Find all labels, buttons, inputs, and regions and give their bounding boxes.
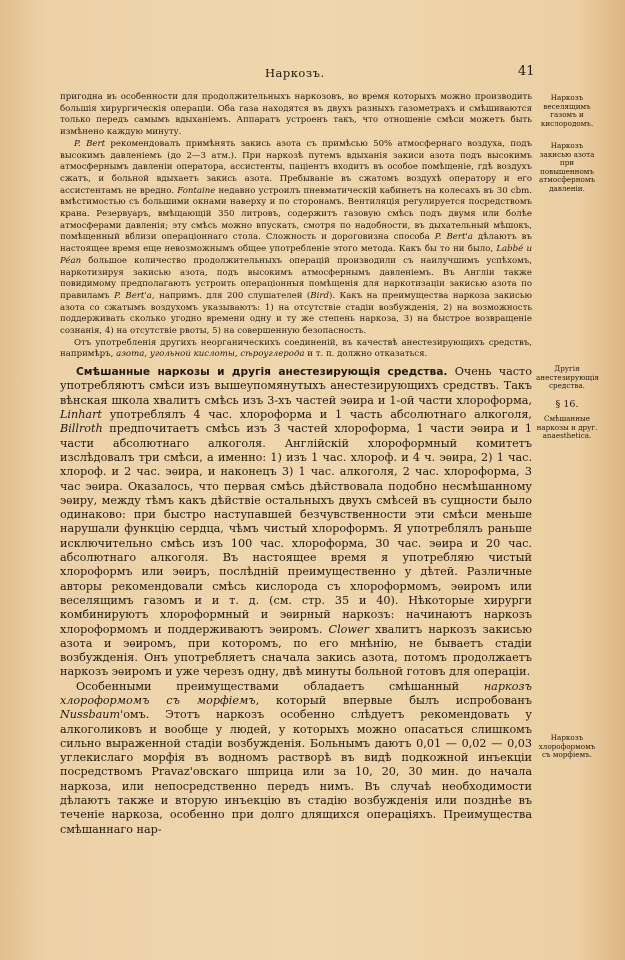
running-title: Наркозъ. [265,66,325,80]
large-print-block [60,365,532,837]
page-header [0,66,625,86]
section-heading: Смѣшанные наркозы и другія анестезирующія средства. [76,366,448,379]
page-number: 41 [518,64,535,79]
author-name: P. Bert'а [434,232,473,243]
author-name: Clower [328,622,369,636]
author-name: Nussbaum [60,708,121,722]
author-name: Linhart [60,408,102,422]
paragraph: пригодна въ особенности для продолжительныхъ наркозовъ, во время которыхъ можно производить большія хирургическія операціи. Оба газа находятся въ двухъ разныхъ газометрахъ и смѣшиваются только передъ самымъ вдыханіемъ. Аппаратъ устроенъ такъ, что отношеніе смѣси можетъ быть измѣнено каждую минуту. [60,92,532,138]
paragraph: P. Bert рекомендовалъ примѣнять закись азота съ примѣсью 50% атмосфернаго воздуха, подъ высокимъ давленіемъ (до 2—3 атм.). При наркозѣ путемъ вдыханія закиси азота подъ высокимъ атмосфернымъ давленіи оператора, ассистенты, паціентъ входитъ въ особое помѣщеніе, гдѣ воздухъ сжатъ, и больной вдыхаетъ закись азота. Пребываніе въ сжатомъ воздухѣ оператору и его ассистентамъ не вредно. Fontaine недавно устроилъ пневматическій кабинетъ на колесахъ въ 30 cbm. вмѣстимостью съ большими окнами наверху и по сторонамъ. Вентиляція регулируется посредствомъ крана. Резервуаръ, вмѣщающій 350 литровъ, содержитъ газовую смѣсь подъ двумя или болѣе атмосферами давленія; эту смѣсь можно впускать, смотря по надобности, въ дыхательный мѣшокъ, помѣщенный вблизи операціоннаго стола. Сложность и дороговизна способа P. Bert'а дѣлаютъ въ настоящее время еще невозможнымъ общее употребленіе этого метода. Какъ бы то ни было, Labbé и Péan большое количество продолжительныхъ операцій производили съ наилучшимъ успѣхомъ, наркотизируя закисью азота, подъ высокимъ атмосфернымъ давленіемъ. Въ Англіи также повидимому предполагаютъ устроить операціонныя помѣщенія для наркотизаціи закисью азота по правиламъ P. Bert'а, напримъ. для 200 слушателей (Bird). Какъ на преимущества наркоза закисью азота со сжатымъ воздухомъ указываютъ: 1) на отсутствіе стадіи возбужденія, 2) на возможность поддерживать сколько угодно времени одну и ту же степень наркоза, 3) на быстрое возвращеніе сознанія, 4) на отсутствіе рвоты, 5) на совершенную безопасность. [60,138,533,337]
author-name: P. Bert [74,138,106,149]
main-text [60,92,532,837]
italic-phrase: наркозъ хлороформомъ съ морфіемъ [60,679,532,707]
margin-note: Наркозъ закисью азота при повышенномъ атмосферномъ давленіи. [539,141,595,193]
margin-note: Наркозъ веселящимъ газомъ и кислородомъ. [540,93,594,128]
paragraph: Отъ употребленія другихъ неорганическихъ соединеній, въ качествѣ анестезирующихъ средствъ, напримѣръ, азота, угольной кислоты, сѣроуглерода и т. п. должно отказаться. [60,337,532,360]
paragraph: Особенными преимуществами обладаетъ смѣшанный наркозъ хлороформомъ съ морфіемъ, который впервые былъ испробованъ Nussbaum'омъ. Этотъ наркозъ особенно слѣдуетъ рекомендовать у алкоголиковъ и вообще у людей, у которыхъ можно опасаться слишкомъ сильно выраженной стадіи возбужденія. Больнымъ даютъ 0,01 — 0,02 — 0,03 углекислаго морфія въ водномъ растворѣ въ видѣ подкожной инъекціи посредствомъ Pravaz'овскаго шприца или за 10, 20, 30 мин. до начала наркоза, или непосредственно передъ нимъ. Въ случаѣ необходимости дѣлаютъ также и вторую инъекцію въ стадію возбужденія или позднѣе въ теченіе наркоза, особенно при долго длящихся операціяхъ. Преимущества смѣшаннаго нар- [60,679,532,836]
italic-phrase: азота, угольной кислоты, сѣроуглерода [116,349,305,360]
paragraph: Смѣшанные наркозы и другія анестезирующія средства. Очень часто употребляютъ смѣси изъ вышеупомянутыхъ анестезирующихъ средствъ. Такъ вѣнская школа хвалитъ смѣсь изъ 3-хъ частей эѳира и 1-ой части хлороформа, Linhart употреблялъ 4 час. хлороформа и 1 часть абсолютнаго алкоголя, Billroth предпочитаетъ смѣсь изъ 3 частей хлороформа, 1 части эѳира и 1 части абсолютнаго алкоголя. Англійскій хлороформный комитетъ изслѣдовалъ три смѣси, а именно: 1) изъ 1 час. хлороф. и 4 ч. эѳира, 2) 1 час. хлороф. и 2 час. эѳира, и наконецъ 3) 1 час. алкоголя, 2 час. хлороформа, 3 час эѳира. Оказалось, что первая смѣсь дѣйствовала подобно несмѣшанному эѳиру, между тѣмъ какъ дѣйствіе остальныхъ двухъ смѣсей въ сущности было одинаково: при быстро наступавшей безчувственности эти смѣси меньше нарушали функцію сердца, чѣмъ чистый хлороформъ. Я употреблялъ раньше исключительно смѣсь изъ 100 час. хлороформа, 30 час. эѳира и 20 час. абсолютнаго алкоголя. Въ настоящее время я употребляю чистый хлороформъ или эѳиръ, послѣдній преимущественно у дѣтей. Различные авторы рекомендовали смѣсь кислорода съ хлороформомъ, эѳиромъ или веселящимъ газомъ и и т. д. (см. стр. 35 и 40). Нѣкоторые хирурги комбинируютъ хлороформный и эѳирный наркозъ: начинаютъ наркозъ хлороформомъ и поддерживаютъ эѳиромъ. Clower хвалитъ наркозъ закисью азота и эѳиромъ, при которомъ, по его мнѣнію, не бываетъ стадіи возбужденія. Онъ употребляетъ сначала закись азота, потомъ продолжаетъ наркозъ эѳиромъ и уже черезъ одну, двѣ минуты больной готовъ для операціи. [60,365,532,679]
author-name: Billroth [60,422,103,436]
author-name: P. Bert'а [114,290,152,301]
margin-note: Другія анестезирующія средства. [536,364,599,391]
author-name: Labbé и Péan [60,244,532,266]
margin-note: Наркозъ хлороформомъ съ морфіемъ. [538,733,596,760]
small-print-block [60,92,532,361]
margin-note: Смѣшанные наркозы и друг. anaesthetica. [536,414,598,441]
author-name: Fontaine [177,185,216,196]
author-name: Bird [310,290,329,301]
section-number: § 16. [555,399,579,410]
